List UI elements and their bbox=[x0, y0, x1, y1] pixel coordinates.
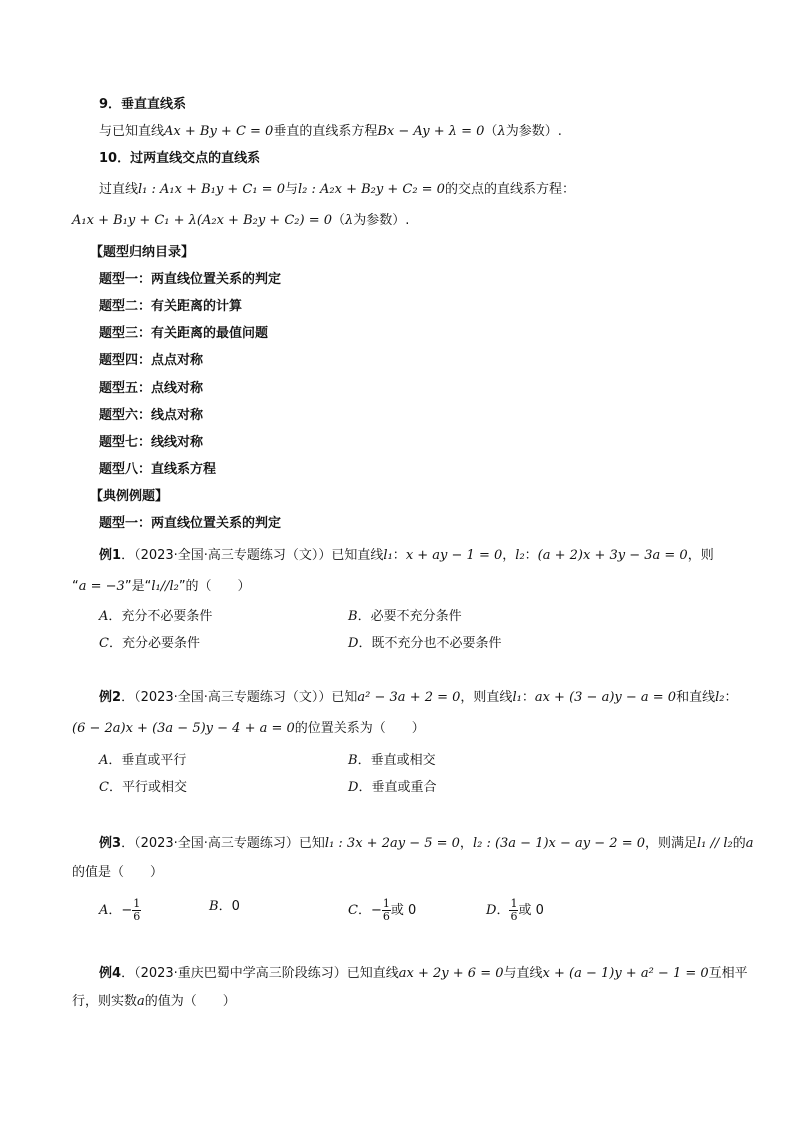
ex3-num: 3 bbox=[112, 836, 122, 851]
section-9-title: 9．垂直直线系 bbox=[99, 97, 187, 112]
ex4-tail: 互相平 bbox=[708, 966, 748, 981]
example-4-line2 bbox=[72, 993, 236, 1011]
s9-text-b: 垂直的直线系方程 bbox=[273, 124, 378, 139]
ex1-q-open: “ bbox=[72, 579, 79, 594]
ex1-q-mid: ”是“ bbox=[124, 579, 152, 594]
ex4-mid: 与直线 bbox=[503, 966, 543, 981]
option-text: ．垂直或相交 bbox=[357, 753, 436, 768]
option-key: A bbox=[99, 609, 109, 624]
s10-text-c: 的交点的直线系方程： bbox=[444, 182, 575, 197]
example-1-text bbox=[99, 547, 714, 565]
ex3-comma: ， bbox=[459, 836, 473, 851]
option-text: ．− bbox=[357, 903, 382, 918]
option-text: ． bbox=[496, 903, 510, 918]
s10-text-e: （ bbox=[332, 213, 346, 228]
s10-math-e: λ bbox=[345, 213, 354, 228]
ex2-colon2: ： bbox=[724, 690, 738, 705]
ex1-condition: a = −3 bbox=[78, 579, 125, 594]
s9-text-a: 与已知直线 bbox=[99, 124, 165, 139]
ex4-l2-eq: x + (a − 1)y + a² − 1 = 0 bbox=[542, 966, 709, 981]
example-2-line2 bbox=[72, 720, 425, 738]
option-text: ．垂直或重合 bbox=[358, 780, 437, 795]
ex2-and: 和直线 bbox=[676, 690, 716, 705]
ex1-l2-name: l₂ bbox=[515, 548, 525, 563]
ex2-option-a bbox=[99, 752, 186, 770]
catalog-item: 题型八：直线系方程 bbox=[99, 462, 217, 477]
ex2-l2-name: l₂ bbox=[715, 690, 725, 705]
ex3-l1-eq: l₁ : 3x + 2ay − 5 = 0 bbox=[324, 836, 460, 851]
option-key: C bbox=[348, 903, 358, 918]
ex1-option-d bbox=[348, 635, 501, 653]
ex2-label: 例 bbox=[99, 690, 113, 705]
option-key: D bbox=[348, 780, 359, 795]
ex4-l1-eq: ax + 2y + 6 = 0 bbox=[398, 966, 504, 981]
section-10-formula bbox=[72, 212, 409, 230]
ex3-option-a bbox=[99, 898, 141, 923]
s9-math-c: λ bbox=[497, 124, 506, 139]
ex1-l1-eq: x + ay − 1 = 0 bbox=[405, 548, 503, 563]
examples-heading: 【典例例题】 bbox=[90, 489, 169, 504]
option-text: 或 0 bbox=[390, 903, 417, 918]
ex2-option-c bbox=[99, 779, 187, 797]
ex1-then: ，则 bbox=[687, 548, 714, 563]
catalog-item: 题型四：点点对称 bbox=[99, 353, 204, 368]
example-3-text bbox=[99, 835, 754, 853]
ex1-option-a bbox=[99, 608, 212, 626]
ex2-option-d bbox=[348, 779, 436, 797]
ex4-a: a bbox=[137, 994, 145, 1009]
ex1-num: 1 bbox=[112, 548, 122, 563]
ex4-num: 4 bbox=[112, 966, 122, 981]
catalog-heading: 【题型归纳目录】 bbox=[90, 245, 195, 260]
ex3-label: 例 bbox=[99, 836, 113, 851]
option-key: D bbox=[348, 636, 359, 651]
type1-title: 题型一：两直线位置关系的判定 bbox=[99, 516, 282, 531]
ex1-comma: ， bbox=[502, 548, 516, 563]
s10-math-b: l₂ : A₂x + B₂y + C₂ = 0 bbox=[298, 182, 445, 197]
ex1-option-c bbox=[99, 635, 200, 653]
ex1-colon2: ： bbox=[524, 548, 538, 563]
option-text: ．既不充分也不必要条件 bbox=[358, 636, 502, 651]
ex2-option-b bbox=[348, 752, 436, 770]
fraction-denominator: 6 bbox=[382, 910, 390, 923]
ex1-source: ．（2023·全国·高三专题练习（文））已知直线 bbox=[121, 548, 384, 563]
option-key: B bbox=[348, 609, 358, 624]
ex1-option-b bbox=[348, 608, 462, 626]
section-10-title: 10．过两直线交点的直线系 bbox=[99, 151, 261, 166]
ex3-option-d bbox=[486, 898, 544, 923]
fraction-numerator: 1 bbox=[510, 897, 518, 910]
s9-text-d: 为参数）. bbox=[505, 124, 562, 139]
ex3-source: ．（2023·全国·高三专题练习）已知 bbox=[121, 836, 325, 851]
ex2-source: ．（2023·全国·高三专题练习（文））已知 bbox=[121, 690, 358, 705]
section-10-text bbox=[99, 181, 575, 199]
catalog-item: 题型二：有关距离的计算 bbox=[99, 299, 243, 314]
s9-math-a: Ax + By + C = 0 bbox=[164, 124, 274, 139]
s10-text-b: 与 bbox=[284, 182, 298, 197]
option-key: C bbox=[99, 780, 109, 795]
catalog-item: 题型三：有关距离的最值问题 bbox=[99, 326, 269, 341]
ex1-parallel: l₁//l₂ bbox=[151, 579, 179, 594]
ex3-parallel: l₁ // l₂ bbox=[697, 836, 733, 851]
option-text: ．垂直或平行 bbox=[108, 753, 187, 768]
ex2-l1-eq: ax + (3 − a)y − a = 0 bbox=[534, 690, 677, 705]
option-key: D bbox=[486, 903, 497, 918]
example-4-text bbox=[99, 965, 748, 983]
ex3-l2-eq: l₂ : (3a − 1)x − ay − 2 = 0 bbox=[472, 836, 645, 851]
ex1-q-close: ”的（ ） bbox=[178, 579, 251, 594]
catalog-item: 题型六：线点对称 bbox=[99, 408, 204, 423]
option-text: ．0 bbox=[218, 899, 240, 914]
section-9-text bbox=[99, 123, 562, 141]
s10-math-a: l₁ : A₁x + B₁y + C₁ = 0 bbox=[138, 182, 285, 197]
s10-text-a: 过直线 bbox=[99, 182, 139, 197]
s9-text-c: （ bbox=[484, 124, 498, 139]
example-2-text bbox=[99, 689, 737, 707]
fraction-numerator: 1 bbox=[382, 897, 390, 910]
fraction-denominator: 6 bbox=[133, 910, 141, 923]
option-key: A bbox=[99, 903, 109, 918]
ex1-label: 例 bbox=[99, 548, 113, 563]
ex3-option-b bbox=[209, 898, 240, 916]
ex2-l1-name: l₁ bbox=[512, 690, 522, 705]
s10-text-f: 为参数）. bbox=[353, 213, 410, 228]
fraction bbox=[382, 898, 391, 923]
ex4-line2-a: 行，则实数 bbox=[72, 994, 138, 1009]
ex3-a: a bbox=[745, 836, 754, 851]
ex4-source: ．（2023·重庆巴蜀中学高三阶段练习）已知直线 bbox=[121, 966, 399, 981]
ex3-de: 的 bbox=[732, 836, 746, 851]
option-text: 或 0 bbox=[518, 903, 544, 918]
ex3-mid: ，则满足 bbox=[644, 836, 697, 851]
fraction-denominator: 6 bbox=[510, 910, 518, 923]
ex4-line2-b: 的值为（ ） bbox=[144, 994, 236, 1009]
s10-math-d: A₁x + B₁y + C₁ + λ(A₂x + B₂y + C₂) = 0 bbox=[72, 213, 332, 228]
ex2-num: 2 bbox=[112, 690, 122, 705]
option-key: B bbox=[348, 753, 358, 768]
fraction bbox=[132, 898, 141, 923]
catalog-item: 题型七：线线对称 bbox=[99, 435, 204, 450]
ex1-l1-name: l₁ bbox=[383, 548, 393, 563]
option-text: ．充分必要条件 bbox=[108, 636, 200, 651]
example-3-line2: 的值是（ ） bbox=[72, 865, 164, 880]
option-text: ．充分不必要条件 bbox=[108, 609, 213, 624]
option-key: C bbox=[99, 636, 109, 651]
option-text: ．平行或相交 bbox=[108, 780, 187, 795]
ex2-equation: a² − 3a + 2 = 0 bbox=[357, 690, 461, 705]
ex2-l2-eq: (6 − 2a)x + (3a − 5)y − 4 + a = 0 bbox=[72, 721, 295, 736]
ex1-l2-eq: (a + 2)x + 3y − 3a = 0 bbox=[537, 548, 688, 563]
ex4-label: 例 bbox=[99, 966, 113, 981]
option-text: ．必要不充分条件 bbox=[357, 609, 462, 624]
option-key: A bbox=[99, 753, 109, 768]
s9-math-b: Bx − Ay + λ = 0 bbox=[377, 124, 485, 139]
ex2-tail: 的位置关系为（ ） bbox=[294, 721, 425, 736]
catalog-item: 题型一：两直线位置关系的判定 bbox=[99, 272, 282, 287]
ex2-colon1: ： bbox=[521, 690, 535, 705]
option-text: ．− bbox=[108, 903, 133, 918]
example-1-question bbox=[72, 578, 251, 596]
ex3-option-c bbox=[348, 898, 416, 923]
ex1-colon1: ： bbox=[392, 548, 406, 563]
catalog-item: 题型五：点线对称 bbox=[99, 381, 204, 396]
option-key: B bbox=[209, 899, 219, 914]
ex2-mid: ，则直线 bbox=[460, 690, 513, 705]
fraction-numerator: 1 bbox=[133, 897, 141, 910]
